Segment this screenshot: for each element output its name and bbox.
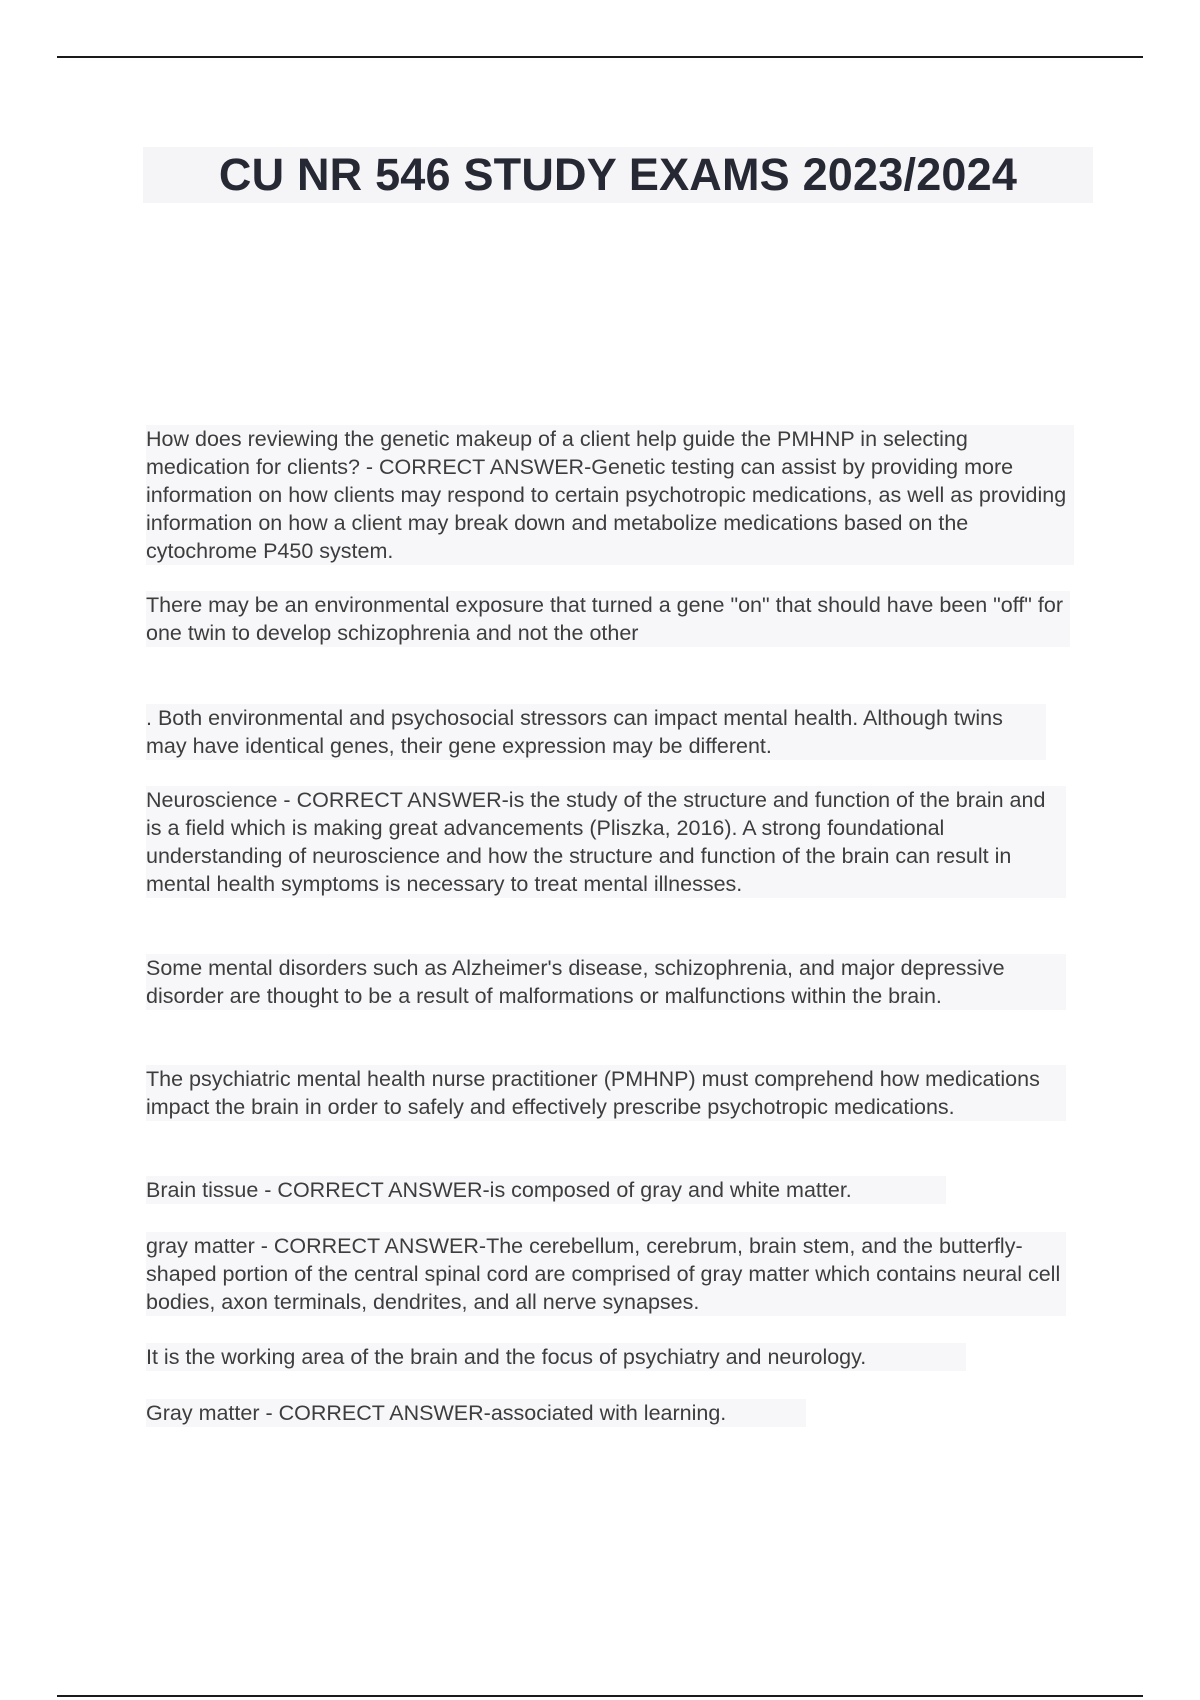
paragraph-mental-disorders: Some mental disorders such as Alzheimer's disease, schizophrenia, and major depressive disorder are thought to be a result of malformations or malfunctions within the brain. [146, 954, 1066, 1010]
paragraph-pmhnp: The psychiatric mental health nurse practitioner (PMHNP) must comprehend how medications impact the brain in order to safely and effectively prescribe psychotropic medications. [146, 1065, 1066, 1121]
bottom-divider [57, 1695, 1143, 1697]
paragraph-brain-tissue: Brain tissue - CORRECT ANSWER-is composed of gray and white matter. [146, 1176, 946, 1204]
paragraph-stressors: . Both environmental and psychosocial stressors can impact mental health. Although twins may have identical genes, their gene expression may be different. [146, 704, 1046, 760]
paragraph-gray-matter-definition: gray matter - CORRECT ANSWER-The cerebellum, cerebrum, brain stem, and the butterfly-shaped portion of the central spinal cord are comprised of gray matter which contains neural cell bodies, axon terminals, dendrites, and all nerve synapses. [146, 1232, 1066, 1316]
paragraph-genetic-makeup: How does reviewing the genetic makeup of a client help guide the PMHNP in selecting medication for clients? - CORRECT ANSWER-Genetic testing can assist by providing more information on how clients may respond to certain psychotropic medications, as well as providing information on how a client may break down and metabolize medications based on the cytochrome P450 system. [146, 425, 1074, 565]
document-title: CU NR 546 STUDY EXAMS 2023/2024 [218, 149, 1018, 200]
paragraph-neuroscience: Neuroscience - CORRECT ANSWER-is the study of the structure and function of the brain and is a field which is making great advancements (Pliszka, 2016). A strong foundational understanding of neuroscience and how the structure and function of the brain can result in mental health symptoms is necessary to treat mental illnesses. [146, 786, 1066, 898]
paragraph-working-area: It is the working area of the brain and the focus of psychiatry and neurology. [146, 1343, 966, 1371]
top-divider [57, 56, 1143, 58]
paragraph-gray-matter-learning: Gray matter - CORRECT ANSWER-associated with learning. [146, 1399, 806, 1427]
paragraph-environmental-exposure: There may be an environmental exposure that turned a gene "on" that should have been "off" for one twin to develop schizophrenia and not the other [146, 591, 1070, 647]
